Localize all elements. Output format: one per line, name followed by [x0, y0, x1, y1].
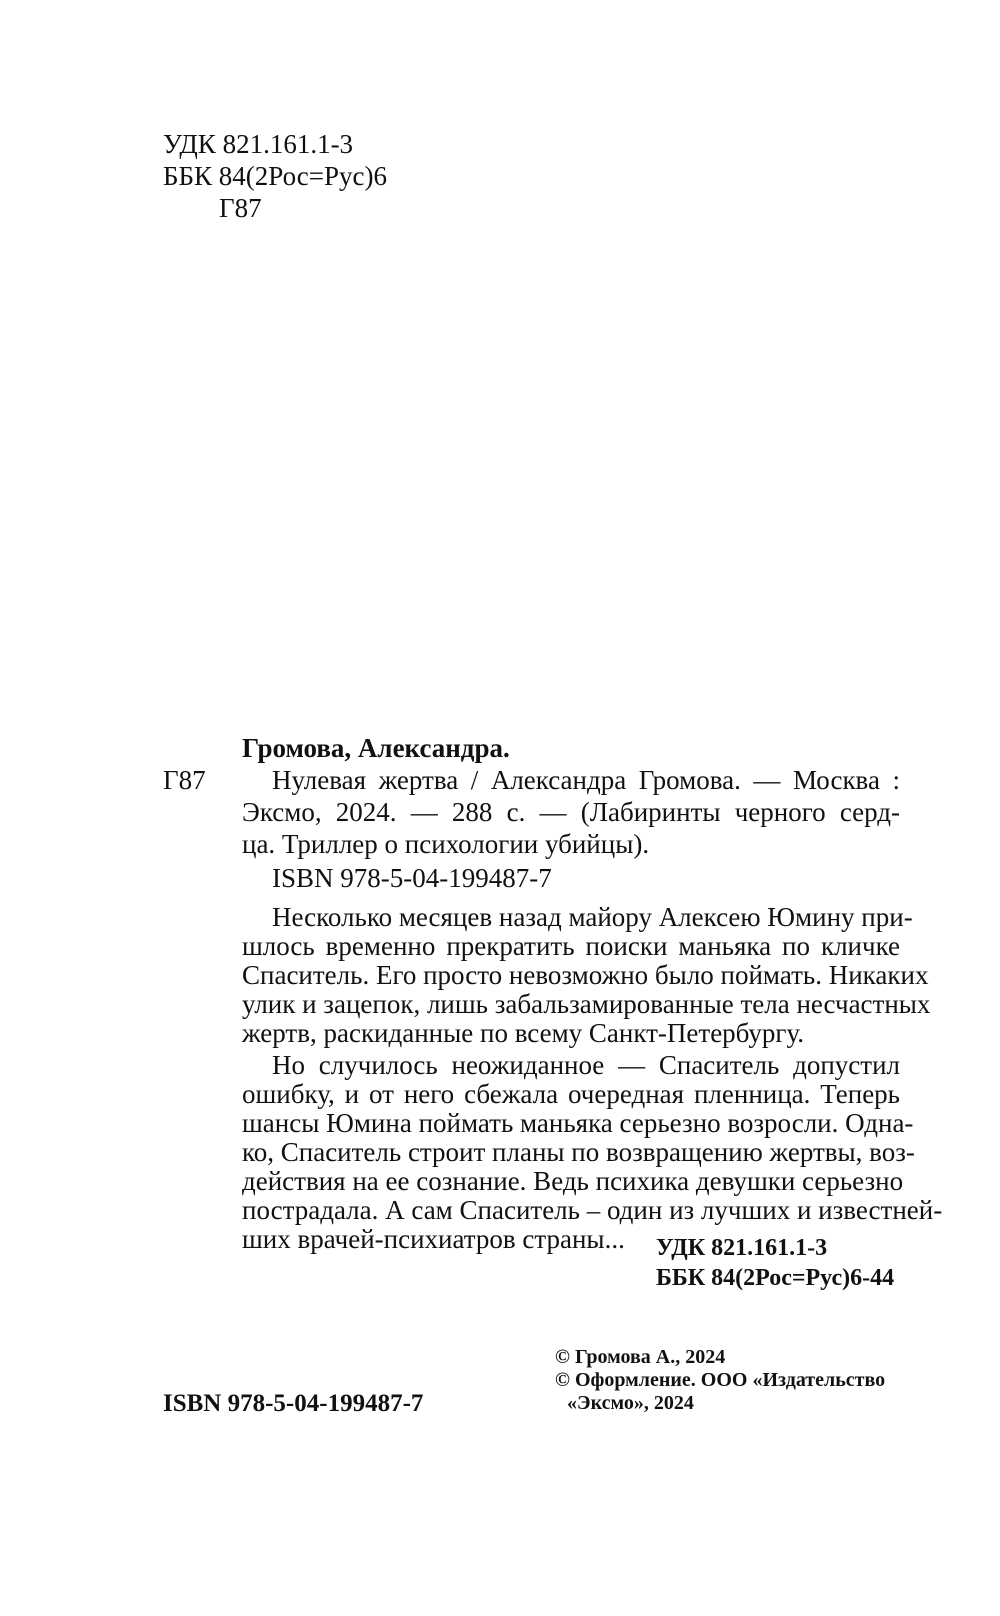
footer-isbn: ISBN 978-5-04-199487-7	[163, 1390, 424, 1417]
bibliographic-description	[242, 764, 900, 860]
copyright-author: © Громова А., 2024	[555, 1346, 726, 1368]
biblio-line: ца. Триллер о психологии убийцы).	[242, 829, 650, 859]
annotation-line: шлось временно прекратить поиски маньяка по кличке	[242, 931, 900, 961]
annotation-line: жертв, раскиданные по всему Санкт-Петербургу.	[242, 1018, 805, 1048]
bbk-code: ББК 84(2Рос=Рус)6	[163, 161, 387, 191]
annotation-line: Несколько месяцев назад майору Алексею Юмину при-	[272, 902, 913, 932]
annotation-line: улик и зацепок, лишь забальзамированные тела несчастных	[242, 989, 931, 1019]
biblio-line: Нулевая жертва / Александра Громова. — Москва :	[272, 765, 900, 795]
udk-code: УДК 821.161.1-3	[163, 129, 354, 159]
annotation-line: ших врачей-психиатров страны...	[242, 1224, 625, 1254]
annotation	[242, 902, 943, 1257]
bbk-code-bottom: ББК 84(2Рос=Рус)6-44	[656, 1265, 895, 1291]
annotation-paragraph-1	[242, 902, 931, 1048]
annotation-line: ко, Спаситель строит планы по возвращению жертвы, воз-	[242, 1137, 915, 1167]
bottom-classification-codes	[656, 1233, 894, 1293]
udk-code-bottom: УДК 821.161.1-3	[656, 1235, 828, 1261]
catalog-author-mark: Г87	[163, 765, 206, 795]
author-name: Громова, Александра.	[242, 733, 510, 763]
annotation-line: действия на ее сознание. Ведь психика девушки серьезно	[242, 1166, 904, 1196]
annotation-line: Спаситель. Его просто невозможно было поймать. Никаких	[242, 960, 929, 990]
annotation-line: Но случилось неожиданное — Спаситель допустил	[272, 1050, 900, 1080]
catalog-isbn: ISBN 978-5-04-199487-7	[272, 863, 552, 893]
copyright-design-continued: «Эксмо», 2024	[567, 1392, 694, 1414]
biblio-line: Эксмо, 2024. — 288 с. — (Лабиринты черного серд-	[242, 797, 900, 827]
author-mark: Г87	[219, 193, 262, 223]
annotation-line: шансы Юмина поймать маньяка серьезно возросли. Одна-	[242, 1108, 914, 1138]
annotation-line: пострадала. А сам Спаситель – один из лучших и известней-	[242, 1195, 943, 1225]
copyright-block	[555, 1346, 885, 1415]
top-classification-codes	[163, 128, 387, 224]
annotation-line: ошибку, и от него сбежала очередная пленница. Теперь	[242, 1079, 900, 1109]
copyright-design: © Оформление. ООО «Издательство	[555, 1369, 886, 1391]
annotation-paragraph-2	[242, 1050, 943, 1254]
